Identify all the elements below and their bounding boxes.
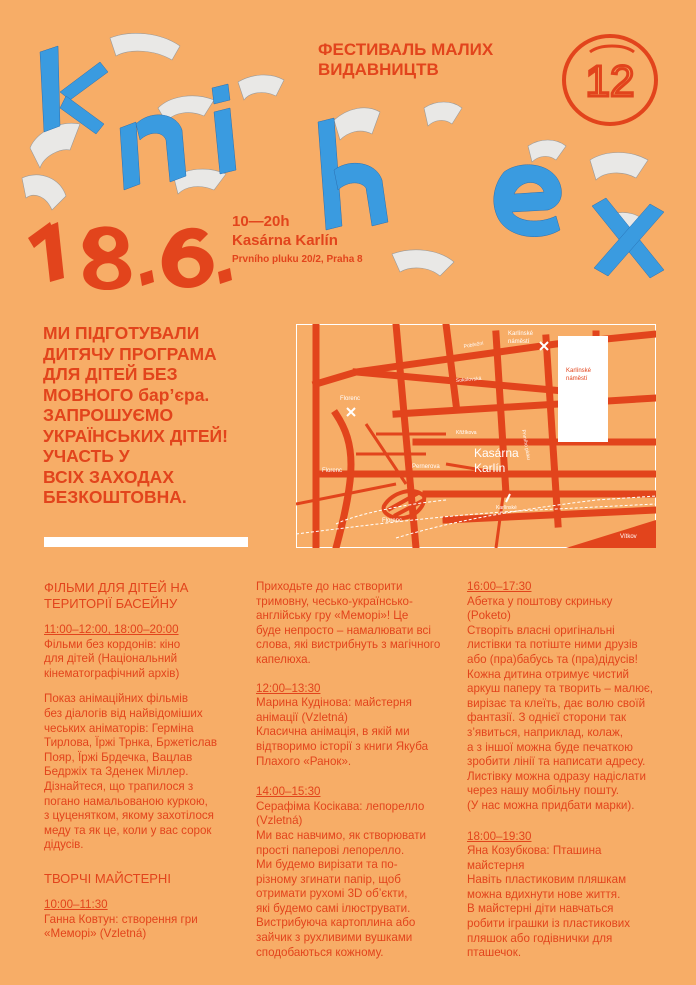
event-line: робити іграшки із пластикових	[467, 917, 631, 931]
event-line: які будемо самі ілюструвати.	[256, 901, 411, 915]
map-street-label: Křižíkova	[456, 430, 477, 436]
event-time: 14:00–15:30	[256, 785, 321, 799]
program-event	[467, 830, 677, 961]
event-line: Навіть пластиковим пляшкам	[467, 873, 627, 887]
event-line: сподобаються кожному.	[256, 945, 384, 959]
description-line: капелюха.	[256, 652, 311, 666]
description-line: без діалогів від найвідоміших	[44, 706, 203, 720]
event-title-line: для дітей (Національний	[44, 652, 178, 666]
map-label: Karlínské	[566, 368, 592, 374]
map-square	[558, 336, 608, 442]
program-column-1	[44, 580, 242, 953]
paper-sheet	[392, 250, 454, 276]
program-event	[44, 623, 242, 681]
paper-sheet	[334, 108, 380, 140]
program-event	[44, 898, 242, 942]
event-line: Марина Кудінова: майстерня	[256, 696, 412, 710]
date-digit-8	[83, 226, 132, 290]
intro-word: МОВНОГО	[43, 384, 139, 405]
description-line: Бедржіх та Зденек Міллер.	[44, 765, 189, 779]
event-line: а з іншої можна буде печаткою	[467, 740, 633, 754]
event-line: (Poketo)	[467, 609, 511, 623]
description-line: Дізнайтеся, що трапилося з	[44, 779, 194, 793]
section-title-workshops: ТВОРЧІ МАЙСТЕРНІ	[44, 870, 171, 886]
event-line: Серафіма Косікава: лепорелло	[256, 799, 425, 813]
event-line: (Vzletná)	[256, 814, 303, 828]
event-time: 18:00–19:30	[467, 829, 532, 843]
event-title-line: кінематографічний архів)	[44, 666, 180, 680]
event-line: можна вдихнути нове життя.	[467, 887, 621, 901]
event-title-line: «Меморі» (Vzletná)	[44, 927, 147, 941]
intro-line: ВСІХ ЗАХОДАХ	[43, 466, 174, 487]
description-line: слова, які вистрибнуть з магічного	[256, 638, 441, 652]
event-title-line: Ганна Ковтун: створення гри	[44, 912, 198, 926]
description-line: буде непросто – намалювати всі	[256, 623, 431, 637]
date-ribbon	[28, 222, 232, 290]
event-line: Абетка у поштову скриньку	[467, 594, 613, 608]
event-time: 16:00–17:30	[467, 580, 532, 593]
description-line: погано намальованою куркою,	[44, 794, 208, 808]
description-line: тримовну, чесько-українсько-	[256, 594, 413, 608]
event-line: відтворимо історії з книги Якуба	[256, 739, 429, 753]
event-line: Кожна дитина отримує чистий	[467, 667, 630, 681]
program-event	[256, 682, 452, 770]
map-label: Vítkov	[620, 534, 637, 540]
paper-sheet	[590, 153, 648, 181]
event-line: Ми вас навчимо, як створювати	[256, 828, 427, 842]
event-line: пташечок.	[467, 946, 522, 960]
letter-e	[494, 165, 562, 237]
festival-title-line: ВИДАВНИЦТВ	[318, 60, 439, 79]
map-label: Pernerova	[412, 464, 440, 470]
intro-line	[43, 385, 293, 406]
map-label: Kasárna	[474, 446, 519, 460]
program-column-2	[256, 580, 452, 971]
intro-line: БЕЗКОШТОВНА.	[43, 487, 187, 507]
date-digit-6	[162, 228, 214, 288]
event-time: 10—20h	[232, 213, 290, 230]
event-line: через нашу мобільну пошту.	[467, 784, 620, 798]
event-address: Prvního pluku 20/2, Praha 8	[232, 254, 363, 265]
description-line: англійську гру «Меморі»! Це	[256, 609, 409, 623]
description-line: дідусів.	[44, 838, 84, 852]
program-event	[256, 785, 452, 960]
event-line: майстерня	[467, 858, 525, 872]
event-line: В майстерні діти навчаться	[467, 902, 614, 916]
description-line: чеських аніматорів: Герміна	[44, 721, 194, 735]
program-column-3	[467, 580, 677, 972]
event-title-line: Фільми без кордонів: кіно	[44, 637, 181, 651]
intro-line: УКРАЇНСЬКИХ ДІТЕЙ!	[43, 425, 228, 446]
letter-k	[40, 46, 60, 132]
event-time: 12:00–13:30	[256, 681, 321, 695]
map-label: náměstí	[508, 339, 530, 345]
event-line: Ми будемо вирізати та по-	[256, 858, 398, 872]
map-label: Florenc	[340, 396, 361, 402]
map-label: Karlínské	[508, 331, 534, 337]
date-dot-2	[218, 268, 232, 284]
map-street-label: Pobřežní	[463, 340, 485, 350]
event-line: вирізає та клеїть, дає волю своїй	[467, 696, 646, 710]
paper-sheet	[238, 75, 284, 100]
event-venue: Kasárna Karlín	[232, 232, 338, 249]
map-street-label: Karlínské	[496, 505, 517, 511]
paper-sheet	[22, 175, 66, 210]
event-line: анімації (Vzletná)	[256, 710, 348, 724]
intro-line: УЧАСТЬ У	[43, 446, 130, 466]
event-description	[256, 580, 452, 668]
event-line: отримати рухомі 3D об’єкти,	[256, 887, 408, 901]
letter-i	[214, 108, 236, 174]
event-line: різному згинати папір, щоб	[256, 872, 401, 886]
event-line: зайчик з рухливими вушками	[256, 931, 413, 945]
festival-title	[318, 40, 493, 80]
edition-number: 12	[585, 57, 635, 106]
section-title-line: ТЕРИТОРІЇ БАСЕЙНУ	[44, 596, 178, 611]
map-label: náměstí	[566, 376, 588, 382]
event-line: фантазії. З однієї сторони так	[467, 711, 627, 725]
event-line: Вистрибуюча картоплина або	[256, 916, 416, 930]
event-time: 11:00–12:00, 18:00–20:00	[44, 623, 179, 636]
paper-sheet	[528, 140, 566, 162]
event-line: (У нас можна придбати марки).	[467, 798, 635, 812]
intro-statement	[43, 323, 293, 508]
intro-line: ДИТЯЧУ ПРОГРАМА	[43, 343, 217, 364]
paper-sheet	[424, 102, 462, 126]
letter-n	[120, 122, 140, 190]
event-line: зробити лінії та написати адресу.	[467, 755, 646, 769]
paper-sheet	[30, 123, 80, 168]
description-line: Тирлова, Їржі Трнка, Бржетіслав	[44, 736, 218, 750]
section-title-line: ФІЛЬМИ ДЛЯ ДІТЕЙ НА	[44, 580, 189, 595]
description-line: меду та як це, коли у вас сорок	[44, 823, 212, 837]
map-label: Karlín	[474, 461, 506, 475]
description-line: Приходьте до нас створити	[256, 580, 403, 593]
program-event	[467, 580, 677, 814]
event-info	[232, 212, 363, 265]
event-line: Створіть власні оригінальні	[467, 623, 615, 637]
event-line: аркуш паперу та творить – малює,	[467, 682, 654, 696]
event-line: листівки та потіште ними друзів	[467, 638, 638, 652]
intro-word-lowercase: бар’єра.	[138, 384, 210, 405]
event-line: Класична анімація, в якій ми	[256, 725, 410, 739]
description-line: з цуценятком, якому захотілося	[44, 809, 214, 823]
map-street-label: Prvního pluku	[520, 429, 532, 461]
event-time: 10:00–11:30	[44, 897, 108, 911]
event-line: Плахого «Ранок».	[256, 754, 352, 768]
event-line: або (пра)бабусь та (пра)дідусів!	[467, 652, 638, 666]
description-line: Пояр, Їржі Брдечка, Вацлав	[44, 750, 193, 764]
divider-bar	[44, 537, 248, 547]
intro-line: ЗАПРОШУЄМО	[43, 405, 174, 425]
intro-line: ДЛЯ ДІТЕЙ БЕЗ	[43, 364, 178, 384]
map-label: Florenc	[322, 468, 343, 474]
map-label: Florenc	[382, 518, 403, 524]
date-dot-1	[140, 270, 154, 286]
map-street-label: Sokolovská	[455, 375, 482, 384]
description-line: Показ анімаційних фільмів	[44, 692, 189, 706]
section-title-films	[44, 580, 242, 612]
venue-map	[296, 324, 656, 548]
paper-sheet	[110, 33, 180, 60]
event-line: пляшок або годівнички для	[467, 931, 613, 945]
event-line: Яна Козубкова: Пташина	[467, 844, 602, 858]
festival-title-line: ФЕСТИВАЛЬ МАЛИХ	[318, 40, 494, 59]
event-line: з’явиться, наприклад, колаж,	[467, 725, 623, 739]
intro-line: МИ ПІДГОТУВАЛИ	[43, 323, 200, 343]
event-description	[44, 692, 242, 853]
event-line: Листівку можна одразу надіслати	[467, 769, 646, 783]
event-line: прості паперові лепорелло.	[256, 843, 405, 857]
